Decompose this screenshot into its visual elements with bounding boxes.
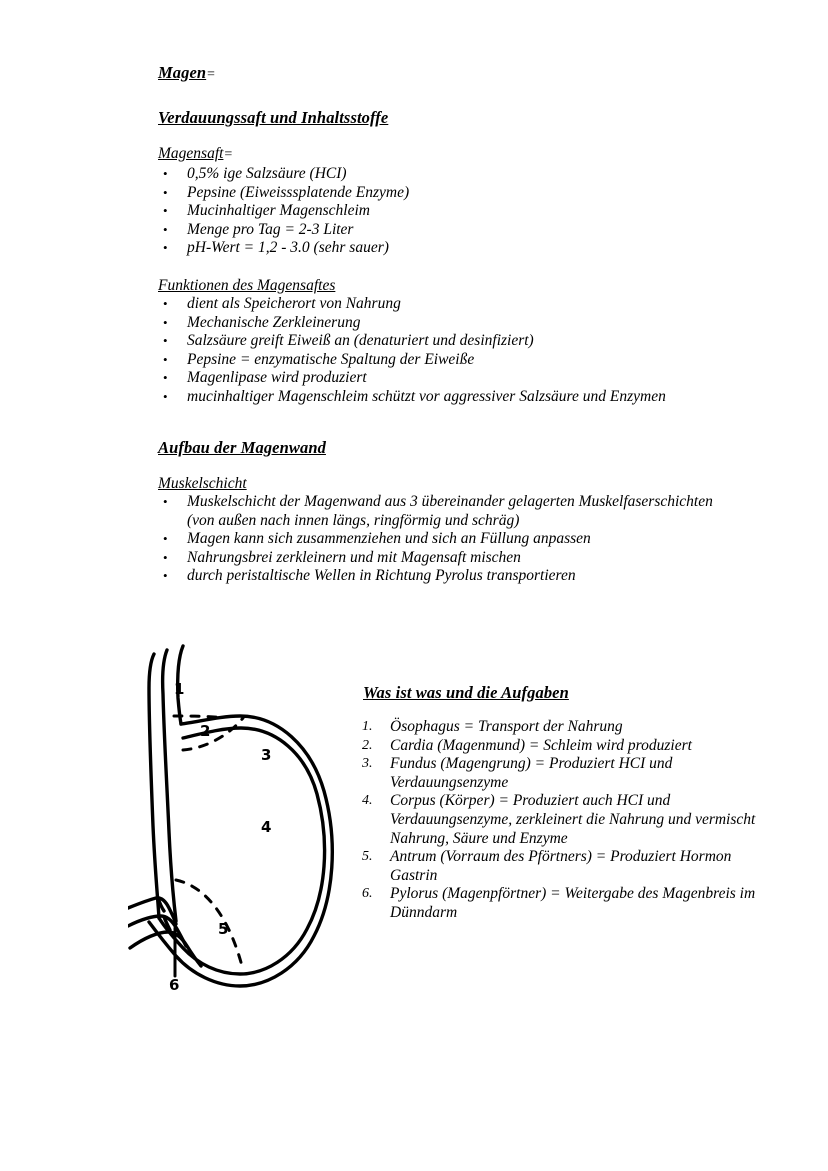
list-item [360, 755, 760, 792]
section-heading-verdauungssaft-text: Verdauungssaft und Inhaltsstoffe [158, 108, 389, 127]
list-item-text: Salzsäure greift Eiweiß an (denaturiert und desinfiziert) [187, 332, 534, 350]
subheading-magensaft-text: Magensaft [158, 145, 224, 162]
bullet-icon: • [163, 240, 168, 256]
list-item [155, 221, 675, 240]
diagram-label-3: 3 [261, 746, 272, 764]
bullet-icon: • [163, 314, 168, 330]
list-item-text: Pylorus (Magenpförtner) = Weitergabe des Magenbreis im Dünndarm [390, 885, 756, 921]
list-item-text: Magen kann sich zusammenziehen und sich an Füllung anpassen [187, 530, 591, 548]
list-item [360, 885, 760, 922]
list-item [155, 332, 795, 351]
section-heading-verdauungssaft [158, 108, 388, 128]
subheading-muskelschicht [158, 475, 247, 493]
bullet-icon: • [163, 333, 168, 349]
list-item-number: 5. [362, 849, 373, 865]
list-item [360, 718, 760, 737]
section-heading-aufbau [158, 438, 326, 458]
list-item [155, 567, 735, 586]
list-magensaft [155, 165, 675, 258]
bullet-icon: • [163, 184, 168, 200]
stomach-anatomy-diagram [128, 636, 368, 1016]
section-heading-was-ist-was [363, 683, 569, 703]
list-item-text: pH-Wert = 1,2 - 3.0 (sehr sauer) [187, 239, 389, 257]
list-item-text: Cardia (Magenmund) = Schleim wird produziert [390, 736, 692, 754]
bullet-icon: • [163, 203, 168, 219]
bullet-icon: • [163, 221, 168, 237]
list-item-text: Antrum (Vorraum des Pförtners) = Produziert Hormon Gastrin [390, 848, 732, 884]
list-item-text: dient als Speicherort von Nahrung [187, 295, 401, 312]
list-item-text: Pepsine = enzymatische Spaltung der Eiweiße [187, 350, 475, 368]
bullet-icon: • [163, 388, 168, 404]
stomach-inner-wall [159, 728, 325, 974]
bullet-icon: • [163, 549, 168, 565]
list-item [155, 184, 675, 203]
list-item-text: Mucinhaltiger Magenschleim [187, 202, 370, 220]
page-title-text: Magen [158, 63, 207, 82]
list-item-text: Magenlipase wird produziert [187, 369, 367, 387]
list-item-text: mucinhaltiger Magenschleim schützt vor aggressiver Salzsäure und Enzymen [187, 387, 666, 405]
list-muskelschicht [155, 493, 735, 586]
list-item-number: 4. [362, 793, 373, 809]
stomach-diagram-svg [128, 636, 368, 1011]
list-item [155, 369, 795, 388]
list-item [360, 848, 760, 885]
list-item-text: Corpus (Körper) = Produziert auch HCI und Verdauungsenzyme, zerkleinert die Nahrung und vermischt Nahrung, Säure und Enzyme [390, 792, 756, 847]
subheading-magensaft [158, 145, 233, 163]
subheading-magensaft-equals: = [223, 147, 233, 162]
bullet-icon: • [163, 531, 168, 547]
bullet-icon: • [163, 351, 168, 367]
subheading-muskelschicht-text: Muskelschicht [158, 475, 247, 492]
list-item [155, 530, 735, 549]
page-title [158, 63, 216, 83]
list-item-text: Menge pro Tag = 2-3 Liter [187, 220, 354, 238]
list-item-number: 6. [362, 886, 373, 902]
list-item [155, 295, 795, 314]
subheading-funktionen [158, 277, 335, 295]
bullet-icon: • [163, 296, 168, 311]
diagram-label-5: 5 [218, 920, 229, 938]
list-item [155, 549, 735, 568]
page-title-equals: = [206, 67, 216, 82]
list-item [155, 493, 735, 530]
list-item [155, 388, 795, 407]
bullet-icon: • [163, 166, 168, 181]
diagram-label-1: 1 [174, 680, 185, 698]
list-item-number: 2. [362, 737, 373, 753]
list-item [155, 202, 675, 221]
list-item [155, 314, 795, 333]
diagram-label-6: 6 [169, 976, 180, 994]
list-was-ist-was [360, 718, 760, 923]
list-item-text: durch peristaltische Wellen in Richtung Pyrolus transportieren [187, 567, 576, 585]
list-item-text: Ösophagus = Transport der Nahrung [390, 718, 623, 735]
list-item [360, 737, 760, 756]
section-heading-was-ist-was-text: Was ist was und die Aufgaben [363, 683, 569, 702]
list-item [155, 165, 675, 184]
list-item [155, 239, 675, 258]
list-item-number: 3. [362, 756, 373, 772]
list-item-text: Mechanische Zerkleinerung [187, 313, 361, 331]
bullet-icon: • [163, 494, 168, 509]
diagram-label-2: 2 [200, 722, 211, 740]
section-heading-aufbau-text: Aufbau der Magenwand [158, 438, 326, 457]
duodenum-lower-line [130, 932, 201, 966]
subheading-funktionen-text: Funktionen des Magensaftes [158, 277, 336, 294]
diagram-label-4: 4 [261, 818, 272, 836]
list-item [155, 351, 795, 370]
list-item [360, 792, 760, 848]
list-item-text: 0,5% ige Salzsäure (HCI) [187, 165, 347, 182]
list-item-number: 1. [362, 719, 373, 734]
esophagus-outer-line [149, 654, 159, 918]
list-item-text: Muskelschicht der Magenwand aus 3 übereinander gelagerten Muskelfaserschichten (von außen nach innen längs, ringförmig und schräg) [187, 493, 713, 529]
list-item-text: Fundus (Magengrung) = Produziert HCI und Verdauungsenzyme [390, 755, 673, 791]
bullet-icon: • [163, 370, 168, 386]
list-funktionen [155, 295, 795, 407]
list-item-text: Pepsine (Eiweisssplatende Enzyme) [187, 183, 410, 201]
bullet-icon: • [163, 568, 168, 584]
list-item-text: Nahrungsbrei zerkleinern und mit Magensaft mischen [187, 548, 521, 566]
